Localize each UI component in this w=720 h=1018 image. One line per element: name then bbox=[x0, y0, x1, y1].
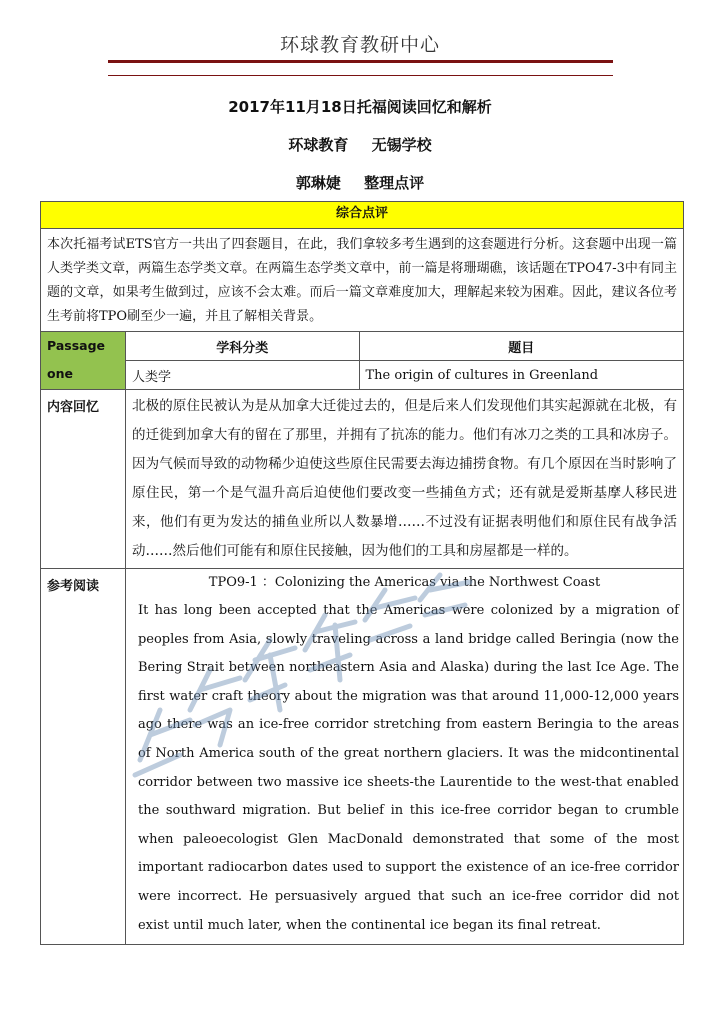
passage-value-row bbox=[41, 361, 684, 390]
summary-heading-row bbox=[41, 202, 684, 229]
subject-column-header: 学科分类 bbox=[125, 332, 359, 361]
topic-column-header: 题目 bbox=[359, 332, 683, 361]
header-org-name: 环球教育教研中心 bbox=[279, 34, 440, 56]
recall-label: 内容回忆 bbox=[41, 390, 126, 569]
passage-header-row bbox=[41, 332, 684, 361]
passage-label: Passage one bbox=[41, 332, 126, 390]
recall-text: 北极的原住民被认为是从加拿大迁徙过去的，但是后来人们发现他们其实起源就在北极，有的迁徙到加拿大有的留在了那里，并拥有了抗冻的能力。他们有冰刀之类的工具和冰房子。因为气候而导致的动物稀少迫使这些原住民需要去海边捕捞食物。有几个原因在当时影响了原住民，第一个是气温升高后迫使他们要改变一些捕鱼方式；还有就是爱斯基摩人移民进来，他们有更为发达的捕鱼业所以人数暴增……不过没有证据表明他们和原住民有战争活动……然后他们可能有和原住民接触，因为他们的工具和房屋都是一样的。 bbox=[125, 390, 683, 569]
reference-text: It has long been accepted that the Americas were colonized by a migration of peoples from Asia, slowly traveling across a land bridge called Beringia (now the Bering Strait between northeastern Asia and Alaska) during the last Ice Age. The first water craft theory about the migration was that around 11,000-12,000 years ago there was an ice-free corridor stretching from eastern Beringia to the areas of North America south of the great northern glaciers. It was the midcontinental corridor between two massive ice sheets-the Laurentide to the west-that enabled the southward migration. But belief in this ice-free corridor began to crumble when paleoecologist Glen MacDonald demonstrated that some of the most important radiocarbon dates used to support the existence of an ice-free corridor were incorrect. He persuasively argued that such an ice-free corridor did not exist until much later, when the continental ice began its final retreat. bbox=[137, 603, 679, 933]
reference-title: TPO9-1 ：Colonizing the Americas via the Northwest Coast bbox=[208, 575, 601, 590]
header-rule-thin bbox=[108, 75, 613, 76]
reference-label: 参考阅读 bbox=[41, 569, 126, 945]
reference-row bbox=[41, 569, 684, 945]
summary-heading: 综合点评 bbox=[41, 202, 684, 229]
summary-text: 本次托福考试ETS官方一共出了四套题目，在此，我们拿较多考生遇到的这套题进行分析。这套题中出现一篇人类学类文章，两篇生态学类文章。在两篇生态学类文章中，前一篇是将珊瑚礁，该话题在TPO47-3中有同主题的文章，如果考生做到过，应该不会太难。而后一篇文章难度加大，理解起来较为困难。因此，建议各位考生考前将TPO刷至少一遍，并且了解相关背景。 bbox=[41, 229, 684, 332]
document-title: 2017年11月18日托福阅读回忆和解析 bbox=[228, 98, 492, 116]
author-line: 郭琳婕 整理点评 bbox=[295, 174, 425, 192]
header-rule-thick bbox=[108, 60, 613, 63]
topic-value: The origin of cultures in Greenland bbox=[359, 361, 683, 390]
analysis-table bbox=[40, 201, 684, 945]
summary-row bbox=[41, 229, 684, 332]
reference-cell bbox=[125, 569, 683, 945]
subject-value: 人类学 bbox=[125, 361, 359, 390]
recall-row bbox=[41, 390, 684, 569]
school-line: 环球教育 无锡学校 bbox=[288, 136, 432, 154]
